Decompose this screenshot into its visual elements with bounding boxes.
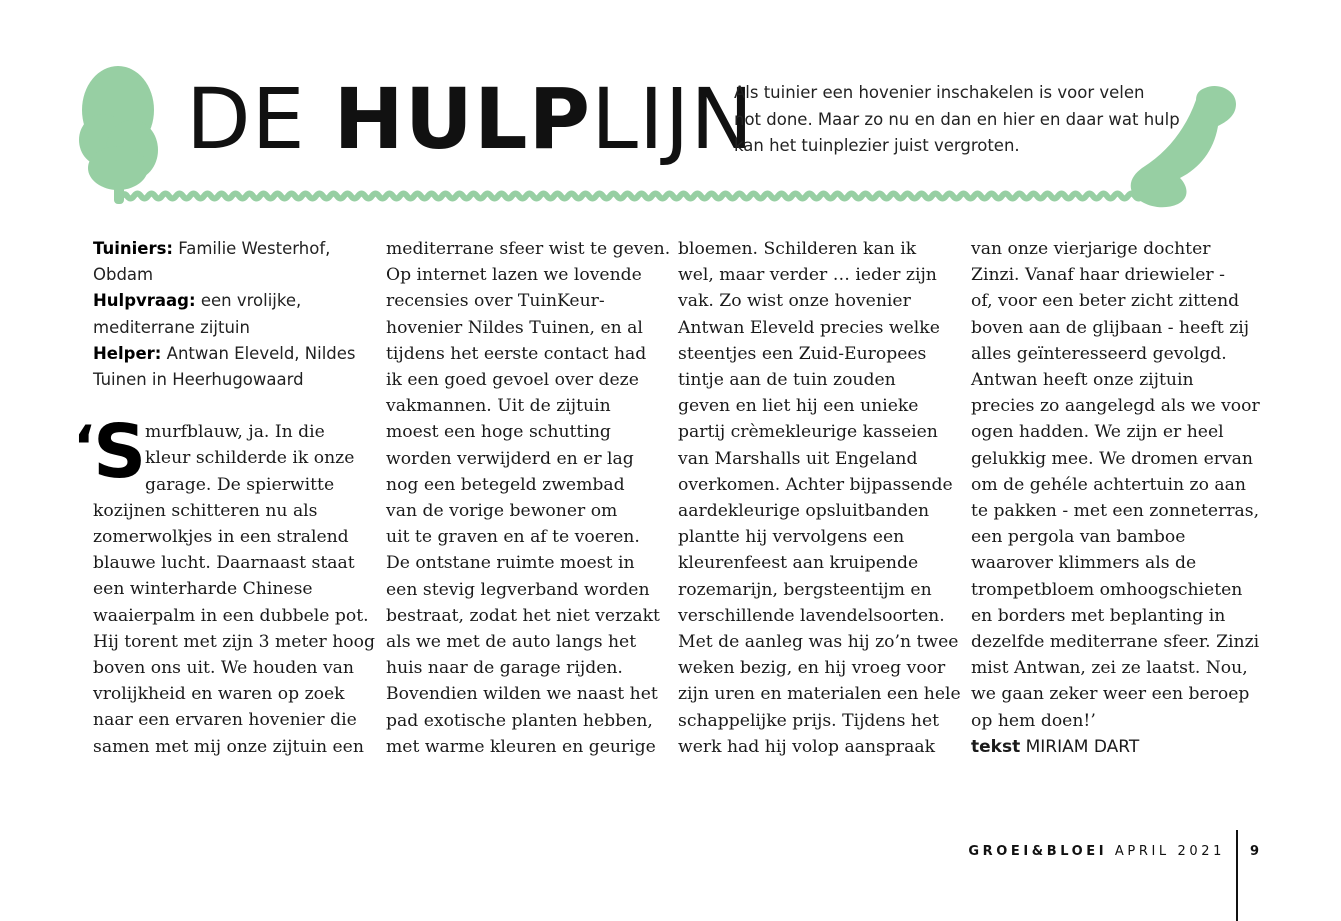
body-line: Antwan heeft onze zijtuin [971,370,1194,391]
body-line: we gaan zeker weer een beroep [971,684,1250,705]
body-line: De ontstane ruimte moest in [386,553,635,574]
meta-block [93,236,373,393]
body-line: boven ons uit. We houden van [93,658,354,679]
body-line: dezelfde mediterrane sfeer. Zinzi [971,632,1260,653]
body-line: vrolijkheid en waren op zoek [93,684,345,705]
tuiniers-value: Familie Westerhof, [173,239,331,258]
body-line: gelukkig mee. We dromen ervan [971,448,1253,469]
page-title [186,72,754,166]
body-line: schappelijke prijs. Tijdens het [678,710,940,731]
tuiniers-value-cont: Obdam [93,265,154,285]
hulpvraag-label: Hulpvraag: [93,291,196,311]
body-line: Op internet lazen we lovende [386,265,642,286]
intro-line: Als tuinier een hovenier inschakelen is voor velen [734,83,1145,102]
body-line: nog een betegeld zwembad [386,474,625,495]
body-line: tintje aan de tuin zouden [678,370,896,391]
body-line: Bovendien wilden we naast het [386,684,658,705]
body-line: van de vorige bewoner om [386,501,618,522]
body-line: kleur schilderde ik onze [145,448,355,469]
byline-label: tekst [971,736,1021,757]
body-line: aardekleurige opsluitbanden [678,501,930,522]
body-line: een pergola van bamboe [971,527,1186,548]
body-line: waarover klimmers als de [971,553,1197,574]
body-line: vak. Zo wist onze hovenier [678,291,911,312]
body-line: bestraat, zodat het niet verzakt [386,605,660,626]
body-line: uit te graven en af te voeren. [386,527,640,548]
title-de: DE [186,70,334,168]
body-line: Met de aanleg was hij zo’n twee [678,632,959,653]
helper-value-cont: Tuinen in Heerhugowaard [93,370,304,390]
body-line: te pakken - met een zonneterras, [971,501,1260,522]
footer-brand: GROEI&BLOEI [968,844,1108,859]
dropcap: ‘S [73,409,147,496]
body-line: hovenier Nildes Tuinen, en al [386,317,643,338]
hulpvraag-value-cont: mediterrane zijtuin [93,317,250,337]
article-column-4 [971,236,1260,760]
body-line: plantte hij vervolgens een [678,527,905,548]
body-line: boven aan de glijbaan - heeft zij [971,317,1250,338]
tuiniers-label: Tuiniers: [93,239,173,258]
body-line: zijn uren en materialen een hele [678,684,961,705]
body-line: Hij torent met zijn 3 meter hoog [93,631,376,652]
body-line: kleurenfeest aan kruipende [678,553,919,574]
body-line: Antwan Eleveld precies welke [678,317,940,338]
body-line: of, voor een beter zicht zittend [971,291,1240,312]
body-line: rozemarijn, bergsteentijm en [678,579,932,600]
body-line: een winterharde Chinese [93,579,313,600]
body-line: verschillende lavendelsoorten. [678,605,945,626]
body-line: weken bezig, en hij vroeg voor [678,658,946,679]
footer-divider [1236,830,1238,921]
intro-text [734,80,1184,160]
body-line: met warme kleuren en geurige [386,736,656,757]
body-line: vakmannen. Uit de zijtuin [386,396,611,417]
body-line: waaierpalm in een dubbele pot. [93,605,369,626]
body-line: trompetbloem omhoogschieten [971,579,1243,600]
body-line: zomerwolkjes in een stralend [93,527,349,548]
body-line: van Marshalls uit Engeland [678,448,918,469]
tree-icon [79,66,158,204]
body-line: ik een goed gevoel over deze [386,370,639,391]
body-line: moest een hoge schutting [386,422,611,443]
body-line: als we met de auto langs het [386,632,637,653]
body-line: een stevig legverband worden [386,579,650,600]
byline [971,734,1251,760]
body-line: precies zo aangelegd als we voor [971,396,1260,417]
helper-value: Antwan Eleveld, Nildes [161,343,356,363]
hulpvraag-value: een vrolijke, [195,291,302,311]
body-line: ogen hadden. We zijn er heel [971,422,1224,443]
body-line: kozijnen schitteren nu als [93,500,318,521]
body-line: werk had hij volop aanspraak [678,736,935,757]
page-number: 9 [1250,844,1260,859]
phone-cord [120,188,1168,200]
body-line: murfblauw, ja. In die [145,422,325,443]
body-line: om de gehéle achtertuin zo aan [971,474,1246,495]
body-line: blauwe lucht. Daarnaast staat [93,553,355,574]
body-line: van onze vierjarige dochter [971,239,1211,259]
body-line: wel, maar verder … ieder zijn [678,265,937,286]
body-line: huis naar de garage rijden. [386,658,623,679]
article-column-1 [73,236,376,760]
body-line: Zinzi. Vanaf haar driewieler - [971,265,1225,286]
intro-line: kan het tuinplezier juist vergroten. [734,136,1020,155]
body-line: alles geïnteresseerd gevolgd. [971,343,1227,364]
title-hulp: HULP [333,70,592,168]
body-line: mist Antwan, zei ze laatst. Nou, [971,658,1248,679]
title-lijn: LIJN [591,70,755,168]
body-line: en borders met beplanting in [971,605,1226,626]
body-line: steentjes een Zuid-Europees [678,343,927,364]
body-line: tijdens het eerste contact had [386,343,647,364]
article-column-2 [386,236,671,760]
body-line: partij crèmekleurige kasseien [678,422,938,443]
body-line: overkomen. Achter bijpassende [678,474,953,495]
helper-label: Helper: [93,343,162,363]
body-line: bloemen. Schilderen kan ik [678,239,917,259]
body-line: pad exotische planten hebben, [386,710,653,731]
dropcap-paragraph [73,409,376,760]
body-line: worden verwijderd en er lag [386,448,634,469]
body-line: naar een ervaren hovenier die [93,710,357,731]
body-line: samen met mij onze zijtuin een [93,736,364,757]
body-line: geven en liet hij een unieke [678,396,919,417]
body-line: op hem doen!’ [971,710,1096,731]
footer [968,844,1225,859]
body-line: garage. De spierwitte [145,474,335,495]
article-column-3 [678,236,961,760]
intro-line: not done. Maar zo nu en dan en hier en daar wat hulp [734,109,1180,129]
byline-author: MIRIAM DART [1020,736,1140,757]
footer-issue: APRIL 2021 [1107,844,1225,859]
body-line: recensies over TuinKeur- [386,291,605,312]
body-line: mediterrane sfeer wist te geven. [386,239,671,259]
